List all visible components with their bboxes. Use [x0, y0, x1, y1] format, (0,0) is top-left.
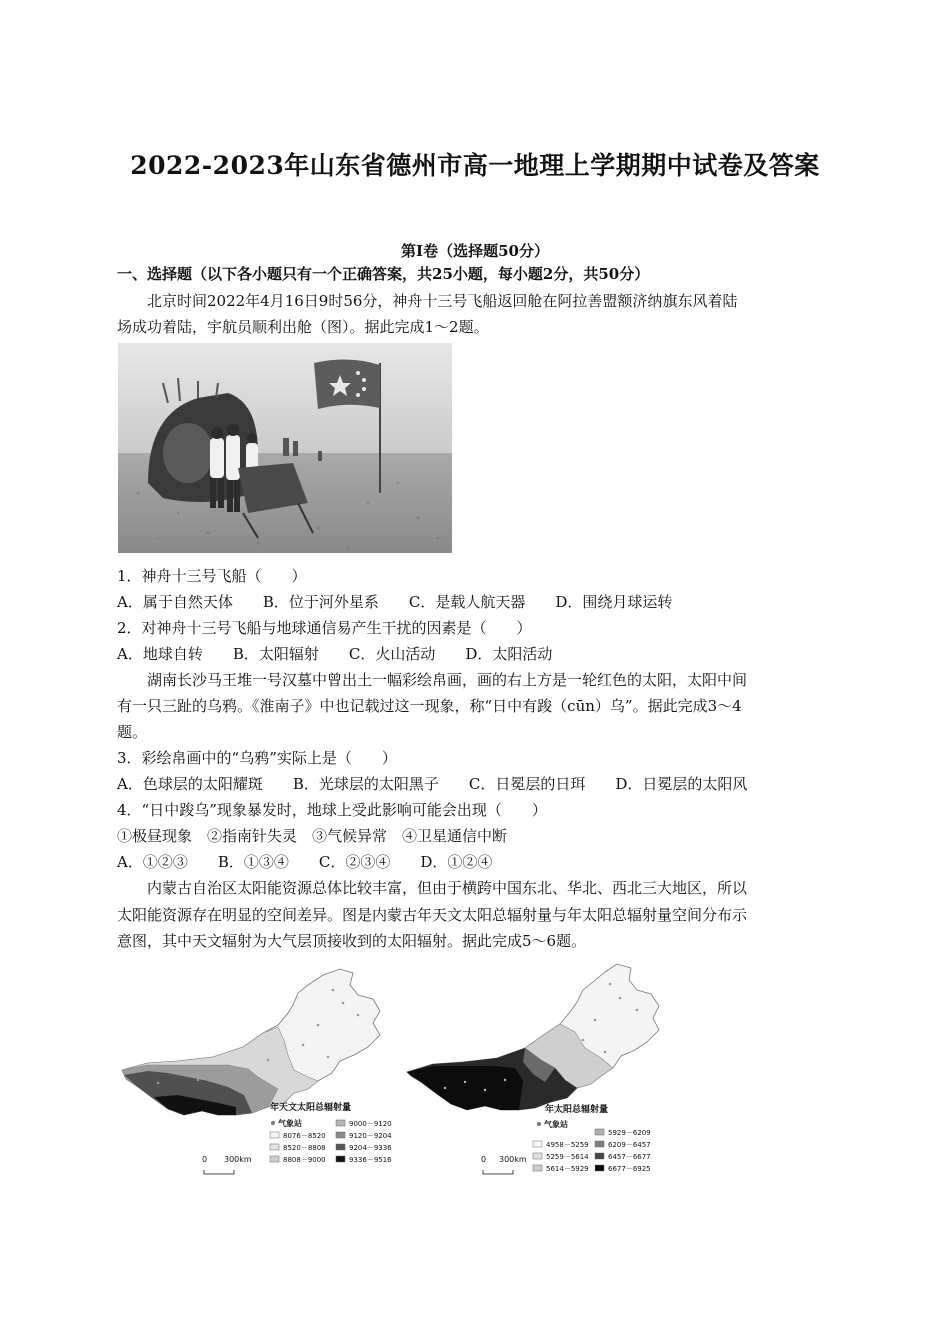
- map1-legend-label: 8076－8520: [283, 1132, 326, 1140]
- map1-legend-label: 9000－9120: [349, 1120, 392, 1128]
- part-one-title: 第Ⅰ卷（选择题50分）: [401, 242, 549, 260]
- map2-station-label: 气象站: [544, 1120, 568, 1129]
- map2-legend-swatch: [595, 1153, 604, 1159]
- map2-scale-zero: 0: [481, 1155, 487, 1164]
- q4-stem: 4．“日中踆乌”现象暴发时，地球上受此影响可能会出现（ ）: [117, 801, 547, 819]
- map2-legend-swatch: [595, 1165, 604, 1171]
- map1-legend-label: 9204－9336: [349, 1144, 392, 1152]
- map2-legend-label: 4958－5259: [546, 1141, 589, 1149]
- map2-legend-swatch: [595, 1141, 604, 1147]
- passage2-line1: 湖南长沙马王堆一号汉墓中曾出土一幅彩绘帛画，画的右上方是一轮红色的太阳，太阳中间: [147, 671, 748, 689]
- map1-legend-swatch: [336, 1156, 345, 1162]
- map2-legend-label: 5929－6209: [608, 1129, 651, 1137]
- q4-options: A．①②③ B．①③④ C．②③④ D．①②④: [117, 853, 493, 871]
- q3-options: A．色球层的太阳耀斑 B．光球层的太阳黑子 C．日冕层的日珥 D．日冕层的太阳风: [117, 775, 748, 793]
- map2-station-icon: [537, 1122, 541, 1126]
- q4-choices: ①极昼现象 ②指南针失灵 ③气候异常 ④卫星通信中断: [117, 827, 508, 845]
- map1-scale-bar: [204, 1170, 234, 1174]
- map1-legend-swatch: [270, 1132, 279, 1138]
- map2-legend-label: 6677－6925: [608, 1165, 651, 1173]
- map1-station-label: 气象站: [278, 1119, 302, 1128]
- q2-options: A．地球自转 B．太阳辐射 C．火山活动 D．太阳活动: [117, 645, 553, 663]
- map2-scale-bar: [483, 1170, 513, 1174]
- map2-legend-label: 6457－6677: [608, 1153, 651, 1161]
- total-radiation-map: [405, 962, 680, 1180]
- capsule-landing-photo: [118, 343, 452, 553]
- map2-legend-swatch: [595, 1129, 604, 1135]
- exam-title: 2022-2023年山东省德州市高一地理上学期期中试卷及答案: [130, 151, 820, 180]
- astronomical-radiation-map: [118, 965, 403, 1180]
- map1-legend-swatch: [336, 1120, 345, 1126]
- q3-stem: 3．彩绘帛画中的“乌鸦”实际上是（ ）: [117, 749, 397, 767]
- map1-legend-label: 8808－9000: [283, 1156, 326, 1164]
- map2-legend-swatch: [533, 1141, 542, 1147]
- q2-stem: 2．对神舟十三号飞船与地球通信易产生干扰的因素是（ ）: [117, 619, 532, 637]
- passage2-line2: 有一只三趾的乌鸦。《淮南子》中也记载过这一现象，称“日中有踆（cūn）乌”。据此完成3～4: [117, 697, 742, 715]
- passage1-line2: 场成功着陆，宇航员顺利出舱（图）。据此完成1～2题。: [117, 318, 489, 336]
- map1-scale-zero: 0: [202, 1155, 208, 1164]
- passage2-line3: 题。: [117, 723, 148, 741]
- passage3-line3: 意图，其中天文辐射为大气层顶接收到的太阳辐射。据此完成5～6题。: [117, 932, 587, 950]
- map2-legend-label: 5614－5929: [546, 1165, 589, 1173]
- q1-options: A．属于自然天体 B．位于河外星系 C．是载人航天器 D．围绕月球运转: [117, 593, 673, 611]
- q1-stem: 1．神舟十三号飞船（ ）: [117, 567, 307, 585]
- map1-legend-swatch: [336, 1144, 345, 1150]
- map2-legend: [533, 1129, 651, 1173]
- map1-legend-label: 8520－8808: [283, 1144, 326, 1152]
- map1-legend-swatch: [270, 1156, 279, 1162]
- passage3-line1: 内蒙古自治区太阳能资源总体比较丰富，但由于横跨中国东北、华北、西北三大地区，所以: [147, 879, 748, 897]
- map1-legend-swatch: [336, 1132, 345, 1138]
- section-one-heading: 一、选择题（以下各小题只有一个正确答案，共25小题，每小题2分，共50分）: [117, 265, 650, 283]
- map1-legend-label: 9120－9204: [349, 1132, 392, 1140]
- map2-legend-swatch: [533, 1153, 542, 1159]
- map2-legend-swatch: [533, 1165, 542, 1171]
- passage3-line2: 太阳能资源存在明显的空间差异。图是内蒙古年天文太阳总辐射量与年太阳总辐射量空间分布示: [117, 906, 748, 924]
- map2-title: 年太阳总辐射量: [545, 1105, 609, 1115]
- map2-legend-label: 6209－6457: [608, 1141, 651, 1149]
- map1-title: 年天文太阳总辐射量: [270, 1103, 352, 1113]
- map1-legend-swatch: [270, 1144, 279, 1150]
- map1-station-icon: [271, 1121, 275, 1125]
- map2-scale-label: 300km: [499, 1155, 527, 1164]
- map1-scale-label: 300km: [224, 1155, 252, 1164]
- map1-legend-label: 9336－9516: [349, 1156, 392, 1164]
- map2-legend-label: 5259－5614: [546, 1153, 589, 1161]
- passage1-line1: 北京时间2022年4月16日9时56分，神舟十三号飞船返回舱在阿拉善盟额济纳旗东风着陆: [147, 292, 738, 310]
